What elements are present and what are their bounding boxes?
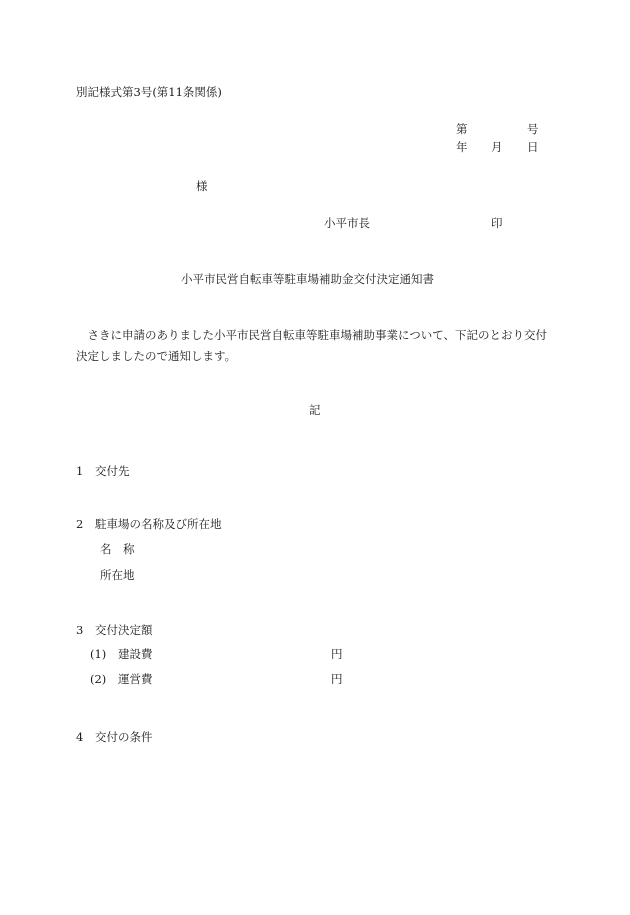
item-2-unit: 円 xyxy=(331,672,343,686)
address-label: 所在地 xyxy=(100,568,135,582)
document-title: 小平市民営自転車等駐車場補助金交付決定通知書 xyxy=(181,272,434,286)
section-2-number: 2 xyxy=(76,517,84,531)
item-1-label: 建設費 xyxy=(118,647,153,661)
section-1-number: 1 xyxy=(76,464,84,478)
section-4-number: 4 xyxy=(76,730,84,744)
addressee-suffix: 様 xyxy=(196,179,208,193)
form-reference: 別記様式第3号(第11条関係) xyxy=(76,85,222,99)
sender-title: 小平市長 xyxy=(324,216,370,230)
section-3-label: 交付決定額 xyxy=(95,623,153,637)
ki-heading: 記 xyxy=(309,403,321,417)
date-day: 日 xyxy=(527,140,539,154)
seal-mark: 印 xyxy=(491,216,503,230)
date-year: 年 xyxy=(456,140,468,154)
name-label: 名 称 xyxy=(100,542,135,556)
item-2-index: (2) xyxy=(90,672,107,686)
section-3-number: 3 xyxy=(76,623,84,637)
item-2-label: 運営費 xyxy=(118,672,153,686)
number-suffix: 号 xyxy=(527,122,539,136)
section-4-label: 交付の条件 xyxy=(95,730,153,744)
date-month: 月 xyxy=(491,140,503,154)
number-prefix: 第 xyxy=(456,122,468,136)
section-2-label: 駐車場の名称及び所在地 xyxy=(95,517,222,531)
item-1-unit: 円 xyxy=(331,647,343,661)
item-1-index: (1) xyxy=(90,647,107,661)
section-1-label: 交付先 xyxy=(95,464,130,478)
body-text: さきに申請のありました小平市民営自転車等駐車場補助事業について、下記のとおり交付決定しましたので通知します。 xyxy=(76,328,548,363)
